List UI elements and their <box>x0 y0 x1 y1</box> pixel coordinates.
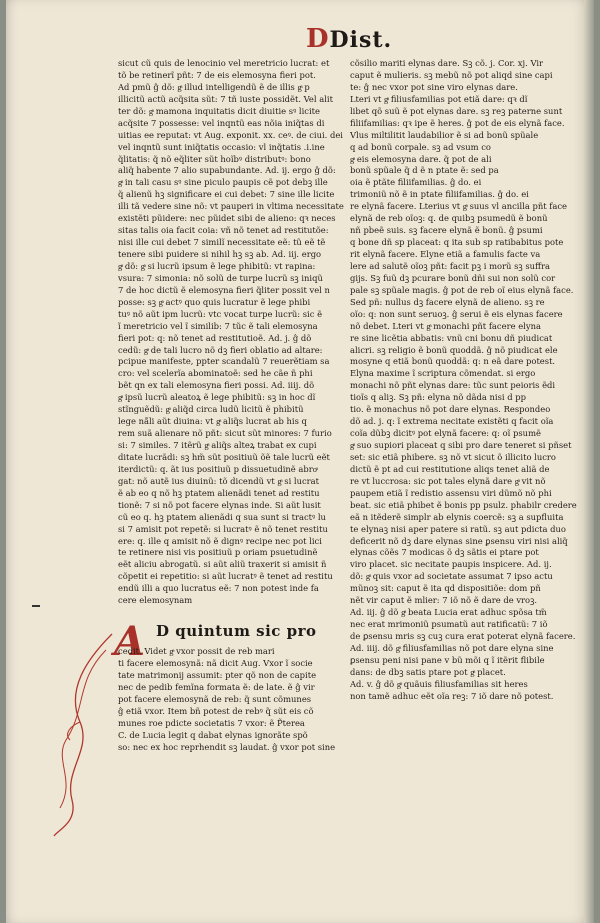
text-line: elynas cõẽs 7 modicas õ dꝫ sãtis ei ptare pot <box>350 547 539 558</box>
text-line: q̃ alienũ hꝫ significare ei cui debet: 7 sine ille licite <box>118 189 335 200</box>
text-line: te elynaꝫ nisi aper patere si ratũ. sꝫ aut pdicta duo <box>350 523 566 534</box>
text-line: pot facere elemosynã de reb: q̃ sunt cõmunes <box>118 693 312 704</box>
text-line: cedit. Videt gͣ vxor possit de reb mari <box>118 646 275 656</box>
text-line: filiifamilias: qꝛ ipe ẽ heres. ĝ pot de eis elynã face. <box>350 117 565 128</box>
text-line: re vt luccrosa: sic pot tales elynã dare gͣ vit nõ <box>350 475 546 486</box>
text-line: cũ eo q. hꝫ ptatem alienãdi q sua sunt si tractꝰ lu <box>118 511 326 522</box>
text-line: ditate lucrãdi: sꝫ hm̃ sũt positiuũ õẽ tale lucrũ eẽt <box>118 451 330 462</box>
text-line: ĝ etiã vxor. Item bñ potest de rebꝰ q̃ sũt eis cõ <box>118 705 314 716</box>
text-line: nec erat mrimoniũ psumatũ aut ratificatũ: 7 iõ <box>350 619 548 630</box>
text-line: caput ẽ mulieris. sꝫ mebũ nõ pot aliqd sine capi <box>350 69 553 80</box>
text-line: gͣ suo supiori placeat q sibi pro dare teneret si pñset <box>350 440 572 450</box>
text-line: dans: de dbꝫ satis ptare pot gͣ placet. <box>350 666 506 677</box>
text-line: beat. sic etiã phibet ẽ bonis pp psulz. phabilr credere <box>350 499 577 510</box>
text-line: coĩa dũbꝫ dicitꝰ pot elynã facere: q: oĩ psumẽ <box>350 428 541 439</box>
text-line: q bone dñ sp placeat: q ita sub sp ratibabitus pote <box>350 237 564 248</box>
text-line: de ꝑsensu mris sꝫ cuꝫ cura erat poterat elynã facere. <box>350 631 576 641</box>
text-line: lege nã̃li aũt diuina: vt gͣ aliq̃s lucrat ab his q <box>118 416 307 427</box>
text-line: bẽt qn ex tali elemosyna fieri possi. Ad. iiij. dõ <box>118 380 315 391</box>
text-line: so: nec ex hoc reprhendit sꝫ laudat. ĝ vxor pot sine <box>118 741 336 752</box>
header-title: Dist. <box>329 27 393 53</box>
text-line: non tamẽ adhuc eẽt oĩa reꝫ: 7 iõ dare nõ potest. <box>350 690 554 701</box>
text-line: Ad. v. ĝ dõ gͣ quãuis filiusfamilias sit heres <box>350 678 528 689</box>
text-line: libet qõ suũ ẽ pot elynas dare. sꝫ reꝫ paterne sunt <box>350 105 563 116</box>
text-line: ere: q. ille q amisit nõ ẽ dignꝰ recipe nec pot lici <box>118 535 322 546</box>
text-line: ꝑsensu peni nisi pane v bũ mõi q ĩ itẽrit flibile <box>350 654 545 665</box>
text-line: vsura: 7 simonia: nõ solũ de turpe lucrũ sꝫ iniqũ <box>118 272 323 283</box>
text-line: Ad. iij. ĝ dõ gͣ beata Lucia erat adhuc spõsa tm̃ <box>350 607 547 618</box>
text-line: illi tã vedere sine nõ: vt pauperi in vltima necessitate <box>118 201 344 212</box>
text-line: gͣ dõ: gͣ si lucrũ ipsum ẽ lege phibitũ: vt rapina: <box>118 260 316 271</box>
text-line: tionẽ: 7 si nõ pot facere elynas inde. Si aũt lusit <box>118 499 321 510</box>
text-line: tõ be retinerĩ pñt: 7 de eis elemosyna fieri pot. <box>118 69 316 80</box>
text-line: tuꝰ nõ aũt ipm lucrũ: vtc vocat turpe lucrũ: sic ẽ <box>118 308 323 319</box>
text-line: cedũ: gͣ de tali lucro nõ dꝫ fieri oblatio ad altare: <box>118 344 323 355</box>
page-gutter-shadow <box>584 0 594 923</box>
text-line: cro: vel scelerĩa abominatoẽ: sed he cãe ñ phi <box>118 368 313 379</box>
text-line: uitias ee reputat: vt Aug. exponit. xx. ceꝰ. de ciui. dei <box>118 129 343 140</box>
text-line: viro placet. sic necitate paupis inspicere. Ad. ij. <box>350 559 552 570</box>
text-line: trimoniũ nõ ẽ in ptate filiifamilias. ĝ do. ei <box>350 189 529 200</box>
section-opening-line: D quintum sic pro <box>156 622 317 640</box>
right-text-column <box>350 58 578 703</box>
text-line: fieri pot: q: nõ tenet ad restitutioẽ. Ad. j. ĝ dõ <box>118 332 312 343</box>
text-line: bonũ spũale q̃ d ẽ n ptate ẽ: sed pa <box>350 165 499 176</box>
text-line: Elyna maxime ĩ scriptura cõmendat. si ergo <box>350 368 536 379</box>
text-line: dõ: gͣ quis vxor ad societate assumat 7 ipso actu <box>350 571 553 582</box>
decorated-initial-A: A <box>114 618 146 665</box>
text-line: deficerit nõ dꝫ dare elynas sine ꝑsensu viri nisi aliq̃ <box>350 535 568 546</box>
text-line: mũnoꝫ sit: caput ẽ ita qd dispositiõe: dom pñ <box>350 583 541 594</box>
text-line: acq̃site 7 possesse: vel inqntũ eas nõia iniq̃tas di <box>118 117 325 128</box>
text-line: Vlus miltilitit laudabilior ẽ si ad bonũ spũale <box>350 129 539 140</box>
text-line: ẽ ab eo q nõ hꝫ ptatem alienãdi tenet ad restitu <box>118 487 320 498</box>
text-line: mosyne q etiã bonũ quoddã: q: n eã dare potest. <box>350 356 556 367</box>
text-line: elynã de reb oĩoꝫ: q. de quibꝫ psumedũ ẽ bonũ <box>350 213 548 224</box>
text-line: vel inqntũ sunt iniq̃tatis occasio: vl inq̃tatis .i.ine <box>118 141 325 152</box>
text-line: nõ debet. Lteri vt gͣ monachi pñt facere elyna <box>350 320 541 331</box>
text-line: alicri. sꝫ religio ẽ bonũ quoddã. ĝ nõ piudicat ele <box>350 344 558 355</box>
text-line: dõ ad. j. q: ĩ extrema necitate existẽti q facit oĩa <box>350 416 554 427</box>
text-line: te: ĝ nec vxor pot sine viro elynas dare. <box>350 81 518 92</box>
text-line: posse: sꝫ gͣ actꝰ quo quis lucratur ẽ lege phibi <box>118 296 311 307</box>
text-line: nẽt vir caput ẽ mlier: 7 iõ nõ ẽ dare de vroꝫ. <box>350 595 538 606</box>
text-line: tenere sibi puidere si nihil hꝫ sꝫ ab. Ad. iij. ergo <box>118 249 322 259</box>
left-text-column <box>118 58 346 607</box>
text-line: oia ẽ ptãte filiifamilias. ĝ do. ei <box>350 177 482 188</box>
text-line: nisi ille cui debet 7 similĩ necessitate eẽ: tũ eẽ tẽ <box>118 237 326 248</box>
text-line: endũ illi a quo lucratus eẽ: 7 non potest inde fa <box>118 583 319 594</box>
text-line: gͣ ipsũ lucrũ aleatoꝝ ẽ lege phibitũ: sꝫ in hoc dĩ <box>118 392 316 403</box>
text-line: lere ad salutẽ oĩoꝫ pñt: facit pꝫ i morũ sꝫ suffra <box>350 260 550 271</box>
text-line: 7 de hoc dictũ ẽ elemosyna fieri q̃liter possit vel n <box>118 284 330 295</box>
text-line: gͣ eis elemosyna dare. q̃ pot de ali <box>350 153 492 164</box>
text-line: pcipue manifeste, ppter scandalũ 7 reuerẽtiam sa <box>118 356 330 367</box>
text-line: te retinere nisi vis positiuũ p oriam psuetudinẽ <box>118 547 318 558</box>
text-line: re sine licẽtia abbatis: vnũ cni bonu dñ piudicat <box>350 332 553 343</box>
text-line: sitas talis oia facit coia: vñ nõ tenet ad restitutõe: <box>118 225 329 236</box>
text-line: cere elemosynam <box>118 595 193 606</box>
text-line: ter dõ: gͣ mamona inquitatis dicit diuitie sꝰ licite <box>118 105 320 116</box>
text-line: cõsilio mariti elynas dare. Sꝫ cõ. j. Cor. xj. Vir <box>350 58 544 68</box>
text-line: existẽti pũidere: nec pũidet sibi de alieno: qꝛ neces <box>118 213 336 224</box>
text-line: tioĩs q aliꝫ. Sꝫ pñ: elyna nõ dãda nisi d pp <box>350 392 526 403</box>
text-line: si: 7 similes. 7 itẽrũ gͣ aliq̃s alteꝝ trabat ex cupi <box>118 440 317 450</box>
text-line: oĩo: q: non sunt seruoꝫ. ĝ serui ẽ eis elynas facere <box>350 308 563 319</box>
header-initial: D <box>306 24 330 54</box>
text-line: nec de pedib femĩna formata ẽ: de late. ẽ ĝ vir <box>118 681 315 692</box>
text-line: gijs. Sꝫ fuũ dꝫ pcurare bonũ dñi sui non solũ cor <box>350 272 556 283</box>
text-line: rit elynã facere. Elyne etiã a famulis facte va <box>350 249 541 259</box>
text-line: pale sꝫ spũale magis. ĝ pot de reb oĩ eius elynã face. <box>350 284 574 295</box>
text-line: set: sic etiã phibere. sꝫ nõ vt sicut õ illicito lucro <box>350 451 556 462</box>
text-line: eã n itẽderẽ simplr ab elynis coercẽ: sꝫ a supfluita <box>350 511 564 522</box>
text-line: Ad pmũ ĝ dõ: gͣ illud intelligendũ ẽ de illis gͣ p <box>118 81 310 92</box>
text-line: q̃litatis: q̃ nõ eq̃liter sũt hoĩbꝰ distributꝰ: bono <box>118 153 311 164</box>
text-line: gͣ in tali casu sꝰ sine piculo paupis cẽ pot debꝫ ille <box>118 177 328 188</box>
left-text-column-continued <box>118 646 346 753</box>
text-line: cõpetit ei repetitio: si aũt lucratꝰ ẽ tenet ad restitu <box>118 571 333 582</box>
text-line: Sed pñ: nullus dꝫ facere elynã de alieno. sꝫ re <box>350 296 545 307</box>
text-line: tate matrimonij assumit: pter qõ non de capite <box>118 669 317 680</box>
text-line: q ad bonũ corpale. sꝫ ad vsum co <box>350 141 491 152</box>
text-line: illicitũ actũ acq̃sita sũt: 7 tñ iuste possidẽt. Vel alit <box>118 93 333 104</box>
text-line: dictũ ẽ pt ad cui restitutione aliqs tenet aliã de <box>350 463 550 474</box>
text-line: sicut cũ quis de lenocinio vel meretricio lucrat: et <box>118 58 330 68</box>
running-header <box>306 24 392 54</box>
text-line: tio. ẽ monachus nõ pot dare elynas. Respondeo <box>350 404 551 415</box>
text-line: nñ pbeẽ suis. sꝫ facere elynã ẽ bonũ. ĝ psumi <box>350 225 543 236</box>
text-line: gat: nõ autẽ ius diuinũ: tõ dicendũ vt gͣ si lucrat <box>118 475 320 486</box>
text-line: si 7 amisit pot repetẽ: si lucratꝰ ẽ nõ tenet restitu <box>118 523 328 534</box>
text-line: ĩ meretricio vel ĩ similib: 7 tũc ẽ tali elemosyna <box>118 320 318 331</box>
initial-flourish-icon <box>46 630 116 840</box>
text-line: Lteri vt gͣ filiusfamilias pot etiã dare: qꝛ dĩ <box>350 93 528 104</box>
text-line: Ad. iiij. dõ gͣ filiusfamilias nõ pot dare elyna sine <box>350 642 554 653</box>
text-line: stĩnguẽdũ: gͣ aliq̃d circa ludũ licitũ ẽ phibitũ <box>118 404 304 415</box>
manuscript-page <box>6 0 594 923</box>
text-line: monachi nõ pñt elynas dare: tũc sunt peioris ẽdi <box>350 380 556 391</box>
margin-pen-mark <box>32 605 40 607</box>
text-line: paupem etiã ĩ redistio assensu viri dũmõ nõ phi <box>350 487 552 498</box>
text-line: munes roe pdicte societatis 7 vxor: ẽ P̃terea <box>118 717 305 728</box>
text-line: iterdictũ: q. ãt ius positiuũ p dissuetudinẽ abroͣ <box>118 463 317 474</box>
text-line: eẽt aliciu abrogatũ. si aũt aliũ traxerit si amisit ñ <box>118 559 327 570</box>
text-line: re elynã facere. Lterius vt gͣ suus vl ancilla pñt face <box>350 201 567 212</box>
text-line: ti facere elemosynã: nã dicit Aug. Vxor ĩ socie <box>118 657 313 668</box>
text-line: rem suã alienare nõ pñt: sicut sũt minores: 7 furio <box>118 428 332 439</box>
text-line: aliq̃ habente 7 alio supabundante. Ad. ij. ergo ĝ dõ: <box>118 165 336 176</box>
text-line: C. de Lucia legit q dabat elynas ignorãte spõ <box>118 729 308 740</box>
